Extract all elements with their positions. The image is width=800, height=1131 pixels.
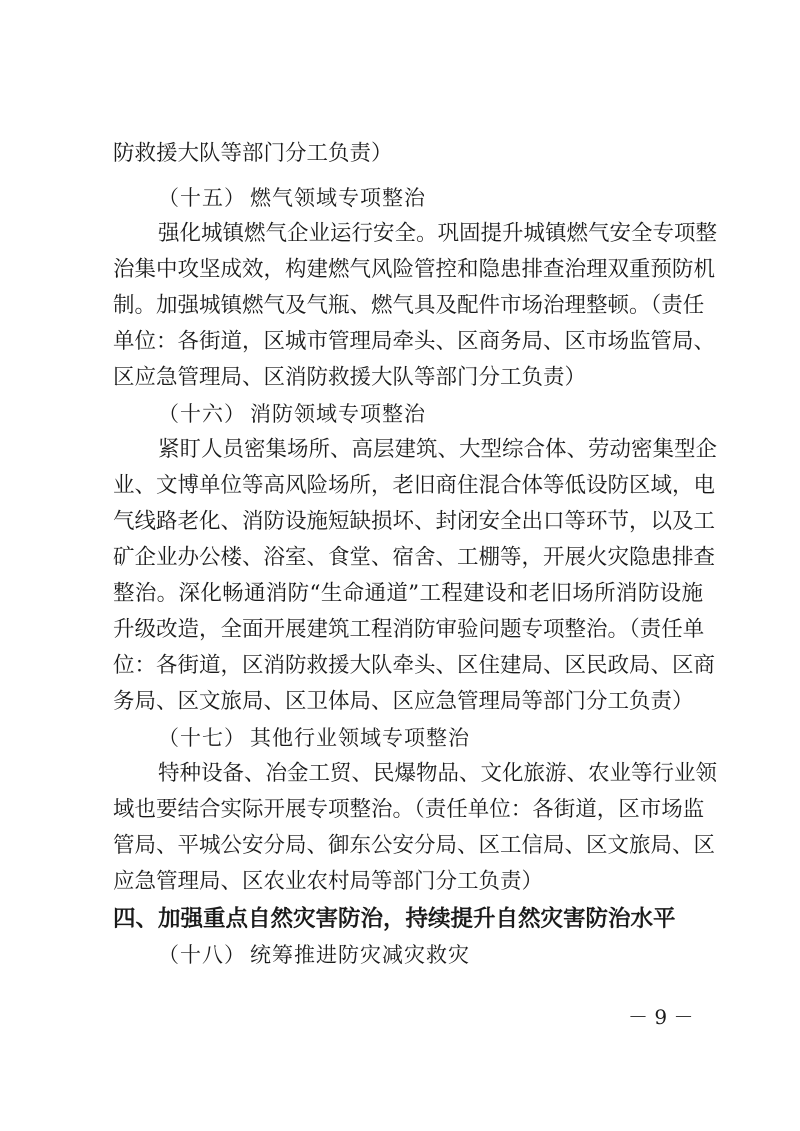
section-title: 消防领域专项整治 — [250, 402, 426, 426]
paragraph-line: 应急管理局、区农业农村局等部门分工负责） — [113, 869, 544, 894]
paragraph-line: 矿企业办公楼、浴室、食堂、宿舍、工棚等，开展火灾隐患排查 — [113, 545, 716, 570]
chapter-heading: 四、加强重点自然灾害防治，持续提升自然灾害防治水平 — [113, 906, 676, 932]
section-number: （十六） — [158, 402, 246, 426]
paragraph-line: 域也要结合实际开展专项整治。（责任单位：各街道，区市场监 — [113, 797, 705, 822]
page-number: － 9 － — [628, 1005, 694, 1029]
paragraph-line: 升级改造，全面开展建筑工程消防审验问题专项整治。（责任单 — [113, 617, 705, 642]
section-heading-17 — [158, 723, 470, 753]
paragraph-line: 管局、平城公安分局、御东公安分局、区工信局、区文旅局、区 — [113, 833, 716, 858]
paragraph-line: 务局、区文旅局、区卫体局、区应急管理局等部门分工负责） — [113, 689, 694, 714]
paragraph-line: 单位：各街道，区城市管理局牵头、区商务局、区市场监管局、 — [113, 329, 716, 354]
section-number: （十七） — [158, 726, 246, 750]
paragraph-line: 位：各街道，区消防救援大队牵头、区住建局、区民政局、区商 — [113, 653, 716, 678]
section-number: （十八） — [158, 943, 246, 967]
section-heading-15 — [158, 183, 426, 213]
paragraph-line: 气线路老化、消防设施短缺损坏、封闭安全出口等环节，以及工 — [113, 509, 716, 534]
paragraph-line: 防救援大队等部门分工负责） — [113, 141, 393, 166]
section-title: 其他行业领域专项整治 — [250, 726, 470, 750]
section-heading-16 — [158, 399, 426, 429]
paragraph-line: 特种设备、冶金工贸、民爆物品、文化旅游、农业等行业领 — [158, 761, 718, 786]
paragraph-line: 业、文博单位等高风险场所，老旧商住混合体等低设防区域，电 — [113, 473, 716, 498]
paragraph-line: 治集中攻坚成效，构建燃气风险管控和隐患排查治理双重预防机 — [113, 257, 716, 282]
paragraph-line: 区应急管理局、区消防救援大队等部门分工负责） — [113, 365, 587, 390]
paragraph-line: 整治。深化畅通消防“生命通道”工程建设和老旧场所消防设施 — [113, 581, 703, 606]
paragraph-line: 制。加强城镇燃气及气瓶、燃气具及配件市场治理整顿。（责任 — [113, 293, 705, 318]
section-number: （十五） — [158, 186, 246, 210]
section-heading-18 — [158, 940, 470, 970]
paragraph-line: 强化城镇燃气企业运行安全。巩固提升城镇燃气安全专项整 — [158, 221, 718, 246]
section-title: 统筹推进防灾减灾救灾 — [250, 943, 470, 967]
section-title: 燃气领域专项整治 — [250, 186, 426, 210]
paragraph-line: 紧盯人员密集场所、高层建筑、大型综合体、劳动密集型企 — [158, 437, 718, 462]
